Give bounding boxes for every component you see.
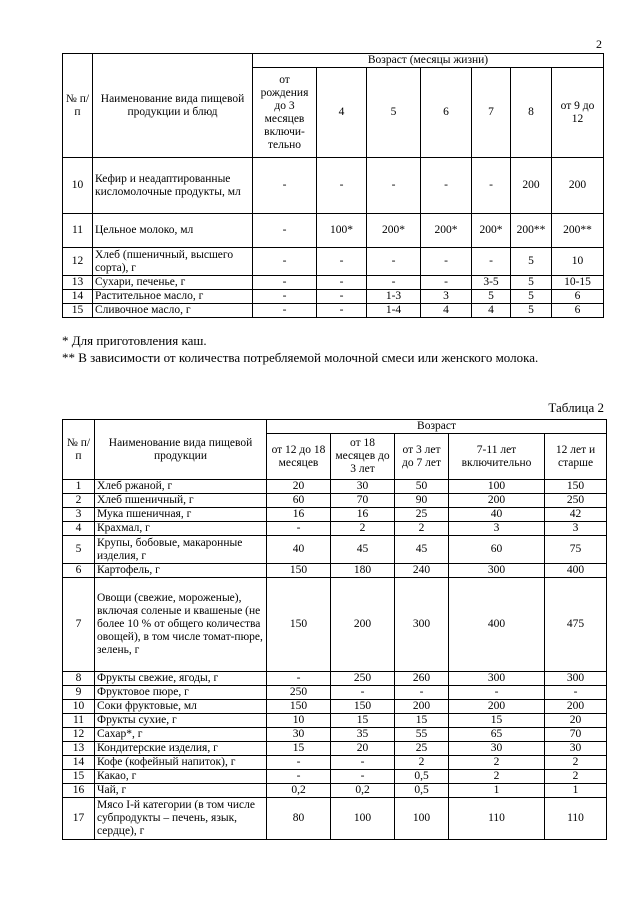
value-cell: 30 xyxy=(267,728,331,742)
row-num-cell: 6 xyxy=(63,564,95,578)
table-row xyxy=(63,578,607,672)
value-cell: 45 xyxy=(331,536,395,564)
row-name-cell: Кондитерские изделия, г xyxy=(95,742,267,756)
row-name-cell: Хлеб (пшеничный, высшего сорта), г xyxy=(93,248,253,276)
value-cell: 100 xyxy=(331,798,395,840)
row-num-cell: 7 xyxy=(63,578,95,672)
row-num-cell: 11 xyxy=(63,214,93,248)
row-name-cell: Сахар*, г xyxy=(95,728,267,742)
value-cell: 30 xyxy=(545,742,607,756)
value-cell: 240 xyxy=(395,564,449,578)
value-cell: 5 xyxy=(511,290,552,304)
value-cell: 90 xyxy=(395,494,449,508)
row-num-cell: 10 xyxy=(63,158,93,214)
value-cell: 16 xyxy=(267,508,331,522)
value-cell: 150 xyxy=(545,480,607,494)
row-name-cell: Чай, г xyxy=(95,784,267,798)
age-header-cell: 7-11 лет включительно xyxy=(449,434,545,480)
row-num-cell: 15 xyxy=(63,304,93,318)
value-cell: 200 xyxy=(449,494,545,508)
value-cell: - xyxy=(317,290,367,304)
value-cell: - xyxy=(421,248,472,276)
value-cell: 25 xyxy=(395,508,449,522)
value-cell: - xyxy=(331,686,395,700)
age-header-cell: 12 лет и старше xyxy=(545,434,607,480)
row-num-cell: 15 xyxy=(63,770,95,784)
value-cell: 400 xyxy=(545,564,607,578)
value-cell: 40 xyxy=(267,536,331,564)
row-num-cell: 12 xyxy=(63,248,93,276)
value-cell: 25 xyxy=(395,742,449,756)
t2-header-age-group: Возраст xyxy=(267,420,607,434)
table-row xyxy=(63,742,607,756)
age-header-cell: от 3 лет до 7 лет xyxy=(395,434,449,480)
row-name-cell: Кофе (кофейный напиток), г xyxy=(95,756,267,770)
value-cell: 3 xyxy=(421,290,472,304)
age-header-cell: 7 xyxy=(472,68,511,158)
value-cell: 20 xyxy=(267,480,331,494)
value-cell: 3 xyxy=(545,522,607,536)
value-cell: 250 xyxy=(267,686,331,700)
table-row xyxy=(63,798,607,840)
age-header-cell: 6 xyxy=(421,68,472,158)
row-num-cell: 17 xyxy=(63,798,95,840)
value-cell: 250 xyxy=(545,494,607,508)
row-name-cell: Цельное молоко, мл xyxy=(93,214,253,248)
table-row xyxy=(63,290,604,304)
row-num-cell: 1 xyxy=(63,480,95,494)
value-cell: 50 xyxy=(395,480,449,494)
value-cell: - xyxy=(317,158,367,214)
value-cell: 16 xyxy=(331,508,395,522)
value-cell: 2 xyxy=(449,770,545,784)
value-cell: 60 xyxy=(267,494,331,508)
row-name-cell: Фрукты сухие, г xyxy=(95,714,267,728)
table-2 xyxy=(62,419,607,840)
value-cell: 2 xyxy=(331,522,395,536)
value-cell: 10 xyxy=(552,248,604,276)
value-cell: 80 xyxy=(267,798,331,840)
t1-header-num: № п/п xyxy=(63,54,93,158)
row-name-cell: Сухари, печенье, г xyxy=(93,276,253,290)
value-cell: 200 xyxy=(395,700,449,714)
table-row xyxy=(63,714,607,728)
age-header-cell: 5 xyxy=(367,68,421,158)
value-cell: 6 xyxy=(552,290,604,304)
table-row xyxy=(63,214,604,248)
value-cell: 475 xyxy=(545,578,607,672)
value-cell: 2 xyxy=(545,770,607,784)
age-header-cell: от 18 месяцев до 3 лет xyxy=(331,434,395,480)
row-name-cell: Картофель, г xyxy=(95,564,267,578)
value-cell: - xyxy=(317,304,367,318)
row-name-cell: Фруктовое пюре, г xyxy=(95,686,267,700)
value-cell: 15 xyxy=(267,742,331,756)
value-cell: 400 xyxy=(449,578,545,672)
value-cell: - xyxy=(331,770,395,784)
value-cell: 10 xyxy=(267,714,331,728)
row-num-cell: 4 xyxy=(63,522,95,536)
value-cell: 1-3 xyxy=(367,290,421,304)
value-cell: - xyxy=(267,522,331,536)
table-row xyxy=(63,276,604,290)
value-cell: 260 xyxy=(395,672,449,686)
value-cell: 0,2 xyxy=(267,784,331,798)
value-cell: 55 xyxy=(395,728,449,742)
value-cell: 0,5 xyxy=(395,770,449,784)
value-cell: 65 xyxy=(449,728,545,742)
table-row xyxy=(63,508,607,522)
value-cell: 150 xyxy=(331,700,395,714)
value-cell: - xyxy=(421,158,472,214)
table-row xyxy=(63,522,607,536)
value-cell: 200** xyxy=(511,214,552,248)
row-name-cell: Крупы, бобовые, макаронные изделия, г xyxy=(95,536,267,564)
value-cell: 150 xyxy=(267,700,331,714)
value-cell: 3 xyxy=(449,522,545,536)
row-num-cell: 9 xyxy=(63,686,95,700)
value-cell: 150 xyxy=(267,578,331,672)
value-cell: 40 xyxy=(449,508,545,522)
value-cell: 2 xyxy=(395,522,449,536)
value-cell: 5 xyxy=(472,290,511,304)
age-header-cell: от 9 до 12 xyxy=(552,68,604,158)
value-cell: - xyxy=(253,214,317,248)
age-header-cell: от 12 до 18 месяцев xyxy=(267,434,331,480)
value-cell: 42 xyxy=(545,508,607,522)
value-cell: - xyxy=(367,276,421,290)
value-cell: 15 xyxy=(449,714,545,728)
value-cell: 300 xyxy=(449,672,545,686)
value-cell: 10-15 xyxy=(552,276,604,290)
table-row xyxy=(63,728,607,742)
table-row xyxy=(63,304,604,318)
row-name-cell: Растительное масло, г xyxy=(93,290,253,304)
value-cell: 200 xyxy=(552,158,604,214)
value-cell: 30 xyxy=(449,742,545,756)
t1-header-name: Наименование вида пищевой продукции и блюд xyxy=(93,54,253,158)
value-cell: 100 xyxy=(449,480,545,494)
value-cell: 100 xyxy=(395,798,449,840)
value-cell: 2 xyxy=(449,756,545,770)
value-cell: 0,2 xyxy=(331,784,395,798)
value-cell: - xyxy=(331,756,395,770)
table-row xyxy=(63,770,607,784)
value-cell: 200 xyxy=(449,700,545,714)
value-cell: - xyxy=(267,770,331,784)
value-cell: 110 xyxy=(449,798,545,840)
value-cell: - xyxy=(253,290,317,304)
value-cell: 200* xyxy=(421,214,472,248)
table-row xyxy=(63,686,607,700)
footnote-2: ** В зависимости от количества потребляемой молочной смеси или женского молока. xyxy=(62,350,539,365)
value-cell: - xyxy=(472,248,511,276)
value-cell: 200 xyxy=(545,700,607,714)
value-cell: 30 xyxy=(331,480,395,494)
t1-header-age-group: Возраст (месяцы жизни) xyxy=(253,54,604,68)
row-name-cell: Сливочное масло, г xyxy=(93,304,253,318)
value-cell: 300 xyxy=(395,578,449,672)
value-cell: 1-4 xyxy=(367,304,421,318)
row-num-cell: 11 xyxy=(63,714,95,728)
value-cell: 200 xyxy=(511,158,552,214)
value-cell: 75 xyxy=(545,536,607,564)
value-cell: 1 xyxy=(545,784,607,798)
row-name-cell: Какао, г xyxy=(95,770,267,784)
value-cell: - xyxy=(253,304,317,318)
table-row xyxy=(63,756,607,770)
value-cell: - xyxy=(317,248,367,276)
row-num-cell: 3 xyxy=(63,508,95,522)
table-row xyxy=(63,784,607,798)
value-cell: 150 xyxy=(267,564,331,578)
row-num-cell: 14 xyxy=(63,756,95,770)
row-num-cell: 8 xyxy=(63,672,95,686)
value-cell: 15 xyxy=(331,714,395,728)
value-cell: - xyxy=(317,276,367,290)
value-cell: - xyxy=(395,686,449,700)
age-header-cell: 4 xyxy=(317,68,367,158)
value-cell: 300 xyxy=(449,564,545,578)
value-cell: 2 xyxy=(395,756,449,770)
value-cell: 45 xyxy=(395,536,449,564)
value-cell: 20 xyxy=(545,714,607,728)
table-row xyxy=(63,700,607,714)
row-num-cell: 10 xyxy=(63,700,95,714)
row-name-cell: Овощи (свежие, мороженые), включая соленые и квашеные (не более 10 % от общего количества овощей), в том числе томат-пюре, зелень, г xyxy=(95,578,267,672)
value-cell: - xyxy=(267,756,331,770)
value-cell: 200* xyxy=(472,214,511,248)
value-cell: - xyxy=(421,276,472,290)
value-cell: 110 xyxy=(545,798,607,840)
row-num-cell: 13 xyxy=(63,742,95,756)
row-num-cell: 16 xyxy=(63,784,95,798)
value-cell: - xyxy=(367,158,421,214)
value-cell: 5 xyxy=(511,248,552,276)
row-name-cell: Мясо I-й категории (в том числе субпродукты – печень, язык, сердце), г xyxy=(95,798,267,840)
value-cell: 200* xyxy=(367,214,421,248)
table-row xyxy=(63,494,607,508)
row-name-cell: Хлеб ржаной, г xyxy=(95,480,267,494)
table-row xyxy=(63,536,607,564)
value-cell: - xyxy=(253,276,317,290)
row-name-cell: Кефир и неадаптированные кисломолочные продукты, мл xyxy=(93,158,253,214)
value-cell: 300 xyxy=(545,672,607,686)
value-cell: 20 xyxy=(331,742,395,756)
footnotes xyxy=(62,332,607,366)
value-cell: - xyxy=(253,158,317,214)
table-row xyxy=(63,672,607,686)
value-cell: 6 xyxy=(552,304,604,318)
table-row xyxy=(63,480,607,494)
value-cell: 180 xyxy=(331,564,395,578)
row-num-cell: 5 xyxy=(63,536,95,564)
age-header-cell: 8 xyxy=(511,68,552,158)
row-name-cell: Хлеб пшеничный, г xyxy=(95,494,267,508)
value-cell: 200** xyxy=(552,214,604,248)
value-cell: 4 xyxy=(472,304,511,318)
value-cell: 2 xyxy=(545,756,607,770)
value-cell: 100* xyxy=(317,214,367,248)
value-cell: 70 xyxy=(331,494,395,508)
row-name-cell: Фрукты свежие, ягоды, г xyxy=(95,672,267,686)
value-cell: 200 xyxy=(331,578,395,672)
value-cell: 3-5 xyxy=(472,276,511,290)
table-row xyxy=(63,564,607,578)
t2-header-name: Наименование вида пищевой продукции xyxy=(95,420,267,480)
page-number: 2 xyxy=(596,37,602,51)
value-cell: 0,5 xyxy=(395,784,449,798)
value-cell: 60 xyxy=(449,536,545,564)
value-cell: 5 xyxy=(511,276,552,290)
value-cell: 35 xyxy=(331,728,395,742)
row-name-cell: Крахмал, г xyxy=(95,522,267,536)
value-cell: 5 xyxy=(511,304,552,318)
row-num-cell: 13 xyxy=(63,276,93,290)
value-cell: - xyxy=(449,686,545,700)
t2-header-num: № п/п xyxy=(63,420,95,480)
value-cell: 250 xyxy=(331,672,395,686)
row-num-cell: 12 xyxy=(63,728,95,742)
footnote-1: * Для приготовления каш. xyxy=(62,333,207,348)
row-name-cell: Мука пшеничная, г xyxy=(95,508,267,522)
value-cell: - xyxy=(253,248,317,276)
value-cell: 70 xyxy=(545,728,607,742)
table-row xyxy=(63,158,604,214)
row-name-cell: Соки фруктовые, мл xyxy=(95,700,267,714)
table-row xyxy=(63,248,604,276)
value-cell: 15 xyxy=(395,714,449,728)
value-cell: - xyxy=(472,158,511,214)
row-num-cell: 14 xyxy=(63,290,93,304)
table-1 xyxy=(62,53,604,318)
value-cell: - xyxy=(545,686,607,700)
row-num-cell: 2 xyxy=(63,494,95,508)
age-header-cell: от рождения до 3 месяцев включи-тельно xyxy=(253,68,317,158)
value-cell: 1 xyxy=(449,784,545,798)
value-cell: - xyxy=(267,672,331,686)
value-cell: 4 xyxy=(421,304,472,318)
table-2-label: Таблица 2 xyxy=(548,400,604,415)
value-cell: - xyxy=(367,248,421,276)
